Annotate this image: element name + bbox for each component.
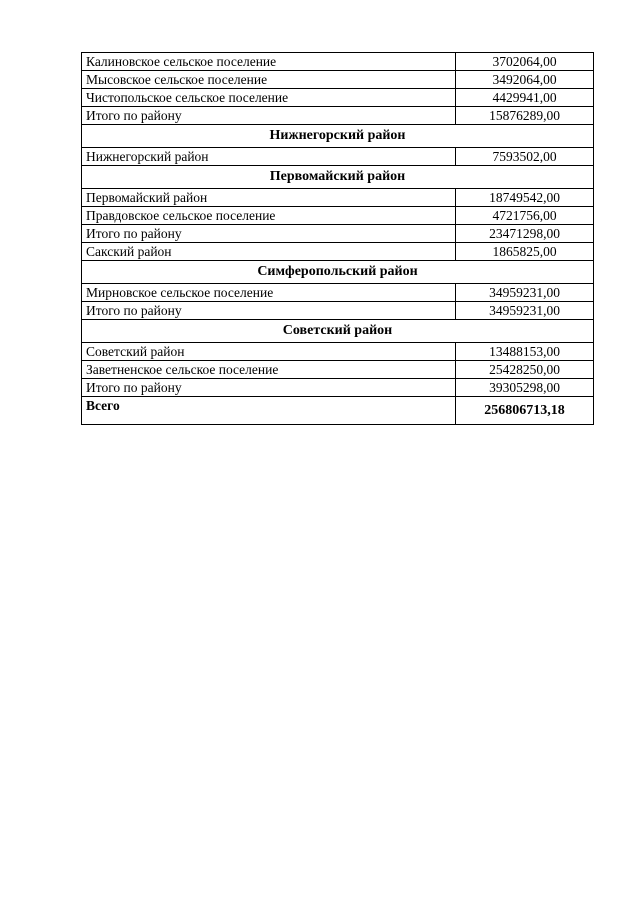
budget-table xyxy=(81,52,594,425)
budget-table-body xyxy=(82,53,594,425)
row-value: 23471298,00 xyxy=(456,225,594,243)
table-row xyxy=(82,284,594,302)
table-row xyxy=(82,89,594,107)
subtotal-row xyxy=(82,225,594,243)
grand-total-row xyxy=(82,397,594,425)
row-name: Нижнегорский район xyxy=(82,148,456,166)
table-row xyxy=(82,189,594,207)
row-name: Мысовское сельское поселение xyxy=(82,71,456,89)
row-value: 34959231,00 xyxy=(456,302,594,320)
district-header-row xyxy=(82,320,594,343)
row-value: 7593502,00 xyxy=(456,148,594,166)
district-header: Нижнегорский район xyxy=(82,125,594,148)
table-row xyxy=(82,207,594,225)
row-name: Итого по району xyxy=(82,107,456,125)
row-value: 4429941,00 xyxy=(456,89,594,107)
district-header: Советский район xyxy=(82,320,594,343)
row-name: Итого по району xyxy=(82,302,456,320)
row-name: Мирновское сельское поселение xyxy=(82,284,456,302)
district-header: Первомайский район xyxy=(82,166,594,189)
row-name: Советский район xyxy=(82,343,456,361)
row-name: Заветненское сельское поселение xyxy=(82,361,456,379)
row-value: 18749542,00 xyxy=(456,189,594,207)
table-row xyxy=(82,148,594,166)
grand-total-value: 256806713,18 xyxy=(456,397,594,425)
row-value: 3492064,00 xyxy=(456,71,594,89)
subtotal-row xyxy=(82,107,594,125)
row-value: 39305298,00 xyxy=(456,379,594,397)
table-row xyxy=(82,53,594,71)
row-name: Сакский район xyxy=(82,243,456,261)
row-name: Первомайский район xyxy=(82,189,456,207)
row-value: 4721756,00 xyxy=(456,207,594,225)
district-header-row xyxy=(82,166,594,189)
row-name: Итого по району xyxy=(82,225,456,243)
district-header-row xyxy=(82,261,594,284)
row-value: 34959231,00 xyxy=(456,284,594,302)
row-value: 1865825,00 xyxy=(456,243,594,261)
grand-total-label: Всего xyxy=(82,397,456,425)
subtotal-row xyxy=(82,302,594,320)
row-name: Калиновское сельское поселение xyxy=(82,53,456,71)
row-name: Итого по району xyxy=(82,379,456,397)
district-header: Симферопольский район xyxy=(82,261,594,284)
row-value: 15876289,00 xyxy=(456,107,594,125)
row-value: 25428250,00 xyxy=(456,361,594,379)
table-row xyxy=(82,343,594,361)
row-name: Чистопольское сельское поселение xyxy=(82,89,456,107)
row-name: Правдовское сельское поселение xyxy=(82,207,456,225)
table-row xyxy=(82,361,594,379)
table-row xyxy=(82,243,594,261)
subtotal-row xyxy=(82,379,594,397)
row-value: 13488153,00 xyxy=(456,343,594,361)
table-row xyxy=(82,71,594,89)
row-value: 3702064,00 xyxy=(456,53,594,71)
district-header-row xyxy=(82,125,594,148)
